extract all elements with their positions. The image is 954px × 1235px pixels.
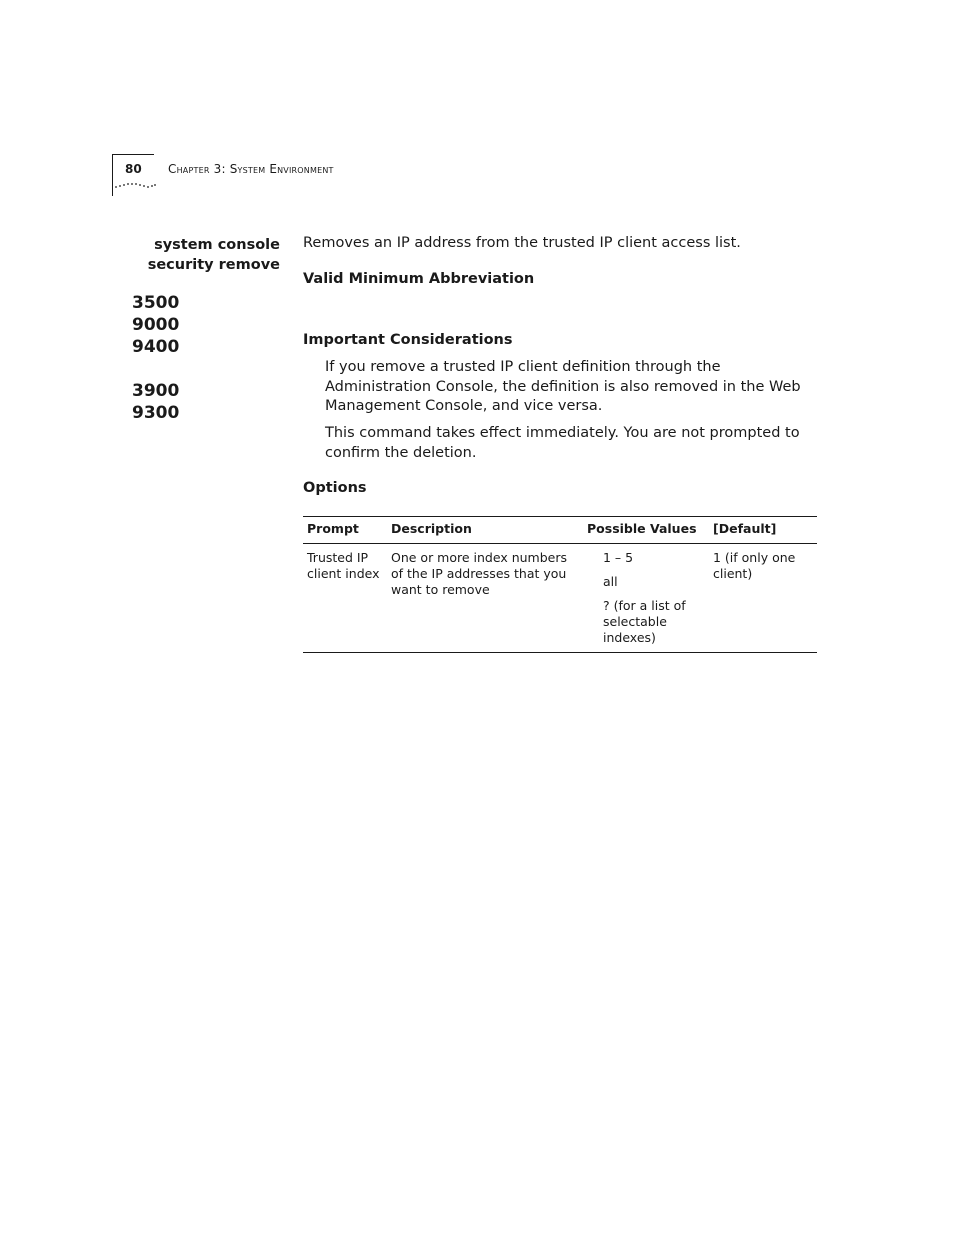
platform-9000: 9000 [132,315,180,335]
cell-prompt: Trusted IP client index [303,544,387,653]
command-name-line2: security remove [147,257,280,273]
table-row [303,544,817,653]
platform-3900: 3900 [132,381,180,401]
cell-possible-values [583,544,709,653]
command-description: Removes an IP address from the trusted IP client access list. [303,235,741,251]
cell-default: 1 (if only one client) [709,544,817,653]
options-heading: Options [303,480,367,496]
column-header-prompt: Prompt [303,517,387,544]
consideration-paragraph-1: If you remove a trusted IP client definition through the Administration Console, the definition is also removed in the Web Management Console, and vice versa. [325,359,801,414]
column-header-description: Description [387,517,583,544]
command-name-line1: system console [154,237,280,253]
cell-description: One or more index numbers of the IP addresses that you want to remove [387,544,583,653]
possible-value-help: ? (for a list of selectable indexes) [603,598,686,645]
valid-min-abbrev-heading: Valid Minimum Abbreviation [303,271,535,287]
platform-3500: 3500 [132,293,180,313]
possible-value-range: 1 – 5 [603,550,634,565]
possible-value-all: all [603,574,618,589]
consideration-paragraph-2: This command takes effect immediately. You are not prompted to confirm the deletion. [325,425,800,461]
important-considerations-heading: Important Considerations [303,332,513,348]
platform-9400: 9400 [132,337,180,357]
platform-9300: 9300 [132,403,180,423]
options-table-header-row [303,517,817,544]
column-header-possible-values: Possible Values [583,517,709,544]
options-table [303,516,817,653]
column-header-default: [Default] [709,517,817,544]
command-name [130,235,280,275]
chapter-title: Chapter 3: System Environment [168,162,334,176]
platform-list [132,292,179,424]
dot-trail-decoration [114,181,158,189]
page-number: 80 [125,162,142,176]
